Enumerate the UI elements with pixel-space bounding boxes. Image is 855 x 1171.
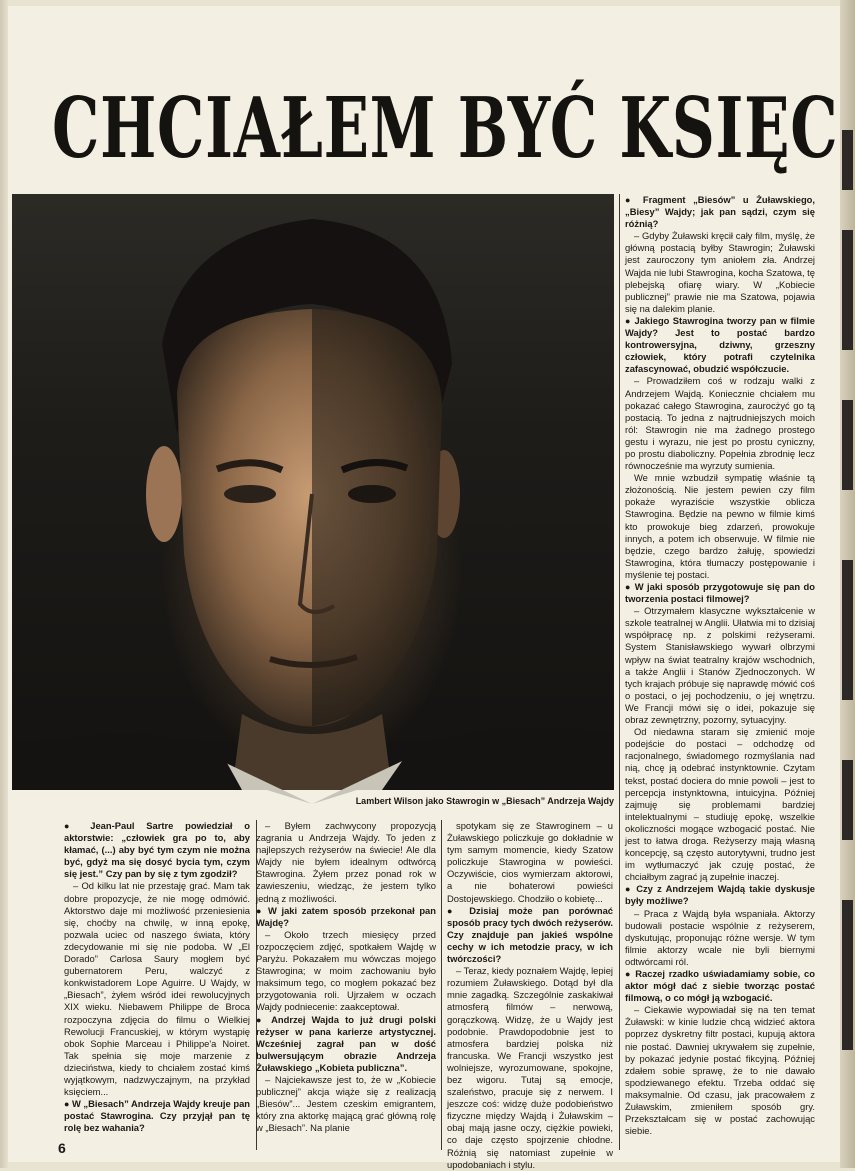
text-column-2	[256, 820, 436, 1150]
portrait-photo	[12, 194, 614, 790]
interview-answer: – Ciekawie wypowiadał się na ten temat Żuławski: w kinie ludzie chcą widzieć aktora poprzez dyskretny filtr postaci, kupują aktora nie postać. Dawniej ukrywałem się zupełnie, by pokazać jedynie postać fikcyjną. Później zdałem sobie sprawę, że to nie dawało spodziewanego efektu. Trzeba oddać się maksymalnie. Od czasu, jak pracowałem z Żuławskim, zmieniłem sposób gry. Przekształcam się w postać zachowując siebie.	[625, 1004, 815, 1137]
portrait-illustration	[12, 194, 614, 790]
interview-question: ● Czy z Andrzejem Wajdą takie dyskusje były możliwe?	[625, 883, 815, 907]
interview-answer: – Byłem zachwycony propozycją zagrania u Andrzeja Wajdy. To jeden z najlepszych reżyserów na świecie! Ale dla Wajdy nie byłem idealnym odtwórcą Stawrogina. Żyłem przez ponad rok w zawieszeniu, wiedząc, że jestem tylko jedną z możliwości.	[256, 820, 436, 904]
interview-answer: – Około trzech miesięcy przed rozpoczęciem zdjęć, spotkałem Wajdę w Paryżu. Pokazałem mu wówczas mojego Stawrogina; w moim zachowaniu było maksimum tego, co mogłem pokazać bez przygotowania roli. Ujrzałem w oczach Wajdy podniecenie: zaakceptował.	[256, 928, 436, 1013]
column-divider-3	[619, 194, 620, 1150]
interview-question: ● W jaki zatem sposób przekonał pan Wajdę?	[256, 905, 436, 929]
interview-answer: – Od kilku lat nie przestaję grać. Mam tak dobre propozycje, że nie mogę odmówić. Aktorstwo daje mi możliwość przeniesienia się, choćby na chwilę, w inną epokę, pozwala uciec od naszego świata, który zdecydowanie mi się nie podoba. W „El Dorado” Carlosa Saury mogłem być gubernatorem Peru, walczyć z konkwistadorem Lope Aguirre. U Wajdy, w „Biesach”, żyłem wśród idei rewolucyjnych XIX wieku. Niebawem Philippe de Broca rozpoczyna zdjęcia do filmu o Wielkiej Rewolucji Francuskiej, w którym wystąpię obok Sophie Marceau i Philippe'a Noiret. Tak spełnia się moje marzenie z dzieciństwa, kiedy to chciałem zostać kimś wyjątkowym, nadzwyczajnym, na przykład księciem...	[64, 880, 250, 1098]
interview-answer: – Otrzymałem klasyczne wykształcenie w szkole teatralnej w Anglii. Ułatwia mi to dzisiaj współpracę np. z polskimi reżyserami. System Stanisławskiego wywarł olbrzymi wpływ na świat teatralny krajów wschodnich, a także Anglii i Stanów Zjednoczonych. W tych krajach próbuje się naprawdę mówić coś o postaci, o jej pochodzeniu, o jej wnętrzu. We Francji mówi się o idei, pokazuje się obraz zewnętrzny, pozorny, sytuacyjny.	[625, 605, 815, 726]
interview-answer: – Prowadziłem coś w rodzaju walki z Andrzejem Wajdą. Koniecznie chciałem mu pokazać całego Stawrogina, zaurocżyć go tą postacią. To jedna z najtrudniejszych moich ról: Stawrogin nie ma żadnego prostego gestu i wyrazu, nie jest po prostu cyniczny, po prostu diaboliczny. Popełnia zbrodnię lecz równocześnie ma wyrzuty sumienia.	[625, 375, 815, 472]
interview-question: ● W jaki sposób przygotowuje się pan do tworzenia postaci filmowej?	[625, 581, 815, 605]
interview-question: ● Jean-Paul Sartre powiedział o aktorstwie: „człowiek gra po to, aby kłamać, (...) aby być tym czym nie można być, gdyż ma się dosyć bycia tym, czym się jest.” Czy pan by się z tym zgodził?	[64, 820, 250, 880]
interview-answer: Od niedawna staram się zmienić moje podejście do postaci – odchodzę od racjonalnego, świadomego rozmyślania nad nią, chcę ją odebrać instynktownie. Czytam tekst, postać dociera do mnie powoli – jest to percepcja instynktowna, intuicyjna. Później zajmuję się problemami bardziej intelektualnymi – studiuję epokę, wszelkie okoliczności mogące wzbogacić postać. Nie jest to łatwa droga. Reżyserzy mają własną koncepcję, są często autorytywni, trudno jest im wytłumaczyć jak czuję postać, że chciałbym zagrać ją zupełnie inaczej.	[625, 726, 815, 883]
interview-answer: – Praca z Wajdą była wspaniała. Aktorzy budowali postacie wspólnie z reżyserem, dyskutując, proponując różne wersje. W tym filmie aktorzy wcale nie byli biernymi odtwórcami ról.	[625, 907, 815, 967]
interview-question: ● Jakiego Stawrogina tworzy pan w filmie Wajdy? Jest to postać bardzo kontrowersyjna, dziwny, grzeszny człowiek, który potrafi czytelnika zafascynować, obudzić współczucie.	[625, 315, 815, 375]
interview-answer: – Najciekawsze jest to, że w „Kobiecie publicznej” akcja wiąże się z realizacją „Biesów”... Jestem czeskim emigrantem, który zna aktorkę mającą grać główną rolę w „Biesach”. Na planie	[256, 1073, 436, 1134]
interview-answer: – Teraz, kiedy poznałem Wajdę, lepiej rozumiem Żuławskiego. Dotąd był dla mnie zagadką. Szczególnie zaskakiwał atmosferą filmów – nerwową, gorączkową. Widzę, że u Wajdy jest podobnie. Prawdopodobnie jest to atmosfera bardziej polska niż francuska. We Francji wszystko jest wolniejsze, wyrozumowane, spokojne, bez wigoru. Tutaj są emocje, szaleństwo, pracuje się z nerwem. I jeszcze coś: widzę duże podobieństwo fizyczne między Wajdą i Żuławskim – obaj mają jasne oczy, ciężkie powieki, co daje często spojrzenie chłodne. Różnią się natomiast zupełnie w upodobaniach i stylu.	[447, 965, 613, 1170]
interview-answer: – Gdyby Żuławski kręcił cały film, myślę, że główną postacią byłby Stawrogin; Żuławski jest zauroczony tym aniołem zła. Andrzej Wajda nie lubi Stawrogina, kocha Szatowa, tę plebejską ofiarę wiary. W „Kobiecie publicznej” prawie nie ma Szatowa, pojawia się na dalekim planie.	[625, 230, 815, 314]
text-column-3	[447, 820, 614, 1170]
column-divider-2	[441, 820, 442, 1150]
interview-question: ● Andrzej Wajda to już drugi polski reżyser w pana karierze artystycznej. Wcześniej zagrał pan w dość bulwersującym obrazie Andrzeja Żuławskiego „Kobieta publiczna”.	[256, 1014, 436, 1074]
text-column-4	[625, 194, 815, 1150]
adjacent-page-edge	[840, 0, 855, 1168]
page-binding-edge	[0, 0, 8, 1168]
interview-answer: We mnie wzbudził sympatię właśnie tą złożonością. Nie jestem pewien czy film pokaże wyraziście wszystkie oblicza Stawrogina. Będzie na pewno w filmie kimś kto prowokuje bieg zdarzeń, prowokuje innych, a potem ich obserwuje. W filmie nie będzie, czego bardzo żałuję, spowiedzi Stawrogina, która tłumaczy postępowanie i myślenie tej postaci.	[625, 472, 815, 580]
interview-question: ● Fragment „Biesów” u Żuławskiego, „Biesy” Wajdy; jak pan sądzi, czym się różnią?	[625, 194, 815, 230]
text-column-1	[64, 820, 251, 1134]
interview-question: ● Dzisiaj może pan porównać sposób pracy tych dwóch reżyserów. Czy znajduje pan jakieś wspólne cechy w ich metodzie pracy, w ich twórczości?	[447, 905, 613, 965]
interview-answer: spotykam się ze Stawroginem – u Żuławskiego policzkuje go dokładnie w tym samym momencie, kiedy Szatow policzkuje Stawrogina w powieści. Oczywiście, cios wymierzam aktorowi, a nie bohaterowi powieści Dostojewskiego. Chodziło o kobietę...	[447, 820, 613, 904]
interview-question: ● Raczej rzadko uświadamiamy sobie, co aktor mógł dać z siebie tworząc postać filmową, o co mógł ją wzbogacić.	[625, 968, 815, 1004]
page-number: 6	[58, 1140, 66, 1156]
article-headline: CHCIAŁEM BYĆ KSIĘC	[52, 79, 839, 177]
interview-question: ● W „Biesach” Andrzeja Wajdy kreuje pan postać Stawrogina. Czy przyjął pan tę rolę bez wahania?	[64, 1098, 250, 1134]
photo-caption: Lambert Wilson jako Stawrogin w „Biesach” Andrzeja Wajdy	[355, 796, 614, 806]
